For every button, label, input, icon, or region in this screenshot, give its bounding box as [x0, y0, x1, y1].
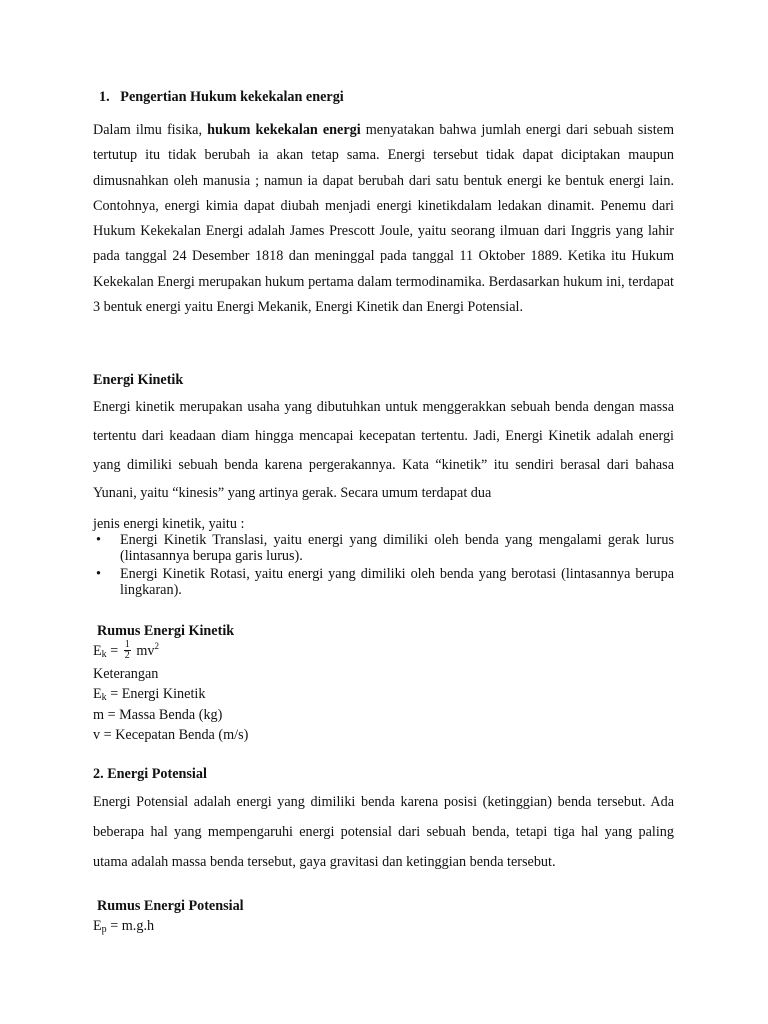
kinetic-formula — [93, 641, 674, 662]
intro-bold-term: hukum kekekalan energi — [207, 122, 361, 138]
potential-formula-heading: Rumus Energi Potensial — [97, 898, 244, 914]
kinetic-formula-heading: Rumus Energi Kinetik — [97, 623, 235, 639]
bullet-icon: • — [96, 532, 101, 548]
kinetic-list-intro: jenis energi kinetik, yaitu : — [93, 516, 245, 532]
definition-ek — [93, 684, 674, 705]
potential-formula — [93, 916, 674, 937]
potential-heading: 2. Energi Potensial — [93, 766, 207, 782]
formula-rest: = m.g.h — [106, 918, 155, 934]
definition-m: m = Massa Benda (kg) — [93, 706, 223, 723]
section-heading — [99, 87, 659, 107]
formula-symbol: E — [93, 918, 102, 934]
list-item — [93, 567, 674, 598]
kinetic-types-list — [93, 533, 674, 601]
formula-exponent: 2 — [154, 641, 159, 651]
formula-equals: = — [106, 643, 122, 659]
formula-symbol: E — [93, 643, 102, 659]
formula-subscript: p — [101, 924, 107, 935]
list-item-text: Energi Kinetik Translasi, yaitu energi yang dimiliki oleh benda yang mengalami gerak lurus (lintasannya berupa garis lurus). — [120, 532, 674, 564]
def-subscript: k — [101, 692, 107, 703]
list-item — [93, 533, 674, 564]
section-title: Pengertian Hukum kekekalan energi — [120, 89, 344, 105]
keterangan-label: Keterangan — [93, 665, 159, 682]
def-text: = Energi Kinetik — [106, 686, 206, 702]
list-item-text: Energi Kinetik Rotasi, yaitu energi yang dimiliki oleh benda yang berotasi (lintasannya berupa lingkaran). — [120, 566, 674, 598]
section-number: 1. — [99, 89, 110, 105]
bullet-icon: • — [96, 566, 101, 582]
formula-subscript: k — [101, 649, 107, 660]
definition-v: v = Kecepatan Benda (m/s) — [93, 727, 249, 743]
fraction-numerator: 1 — [124, 639, 130, 651]
fraction-one-half — [124, 640, 131, 661]
intro-text-rest: menyatakan bahwa jumlah energi dari sebuah sistem tertutup itu tidak berubah ia akan tetap sama. Energi tersebut tidak dapat diciptakan maupun dimusnahkan oleh manusia ; namun ia dapat berubah dari satu bentuk energi ke bentuk energi lain. Contohnya, energi kimia dapat diubah menjadi energi kinetikdalam ledakan dinamit. Penemu dari Hukum Kekekalan Energi adalah James Prescott Joule, yaitu seorang ilmuan dari Inggris yang lahir pada tanggal 24 Desember 1818 dan meninggal pada tanggal 11 Oktober 1889. Ketika itu Hukum Kekekalan Energi merupakan hukum pertama dalam termodinamika. Berdasarkan hukum ini, terdapat 3 bentuk energi yaitu Energi Mekanik, Energi Kinetik dan Energi Potensial. — [93, 122, 674, 316]
kinetic-heading: Energi Kinetik — [93, 372, 184, 388]
potential-paragraph: Energi Potensial adalah energi yang dimiliki benda karena posisi (ketinggian) benda tersebut. Ada beberapa hal yang mempengaruhi energi potensial dari sebuah benda, tetapi tiga hal yang paling utama adalah massa benda tersebut, gaya gravitasi dan ketinggian benda tersebut. — [93, 794, 674, 870]
fraction-denominator: 2 — [124, 650, 130, 662]
intro-text-start: Dalam ilmu fisika, — [93, 122, 208, 138]
kinetic-formula-block — [93, 641, 674, 746]
def-symbol: E — [93, 686, 102, 702]
formula-mv: mv — [132, 643, 155, 659]
kinetic-paragraph: Energi kinetik merupakan usaha yang dibutuhkan untuk menggerakkan sebuah benda dengan massa tertentu dari keadaan diam hingga mencapai kecepatan tertentu. Jadi, Energi Kinetik adalah energi yang dimiliki sebuah benda karena pergerakannya. Kata “kinetik” itu sendiri berasal dari bahasa Yunani, yaitu “kinesis” yang artinya gerak. Secara umum terdapat dua — [93, 399, 674, 502]
intro-paragraph — [93, 118, 674, 320]
